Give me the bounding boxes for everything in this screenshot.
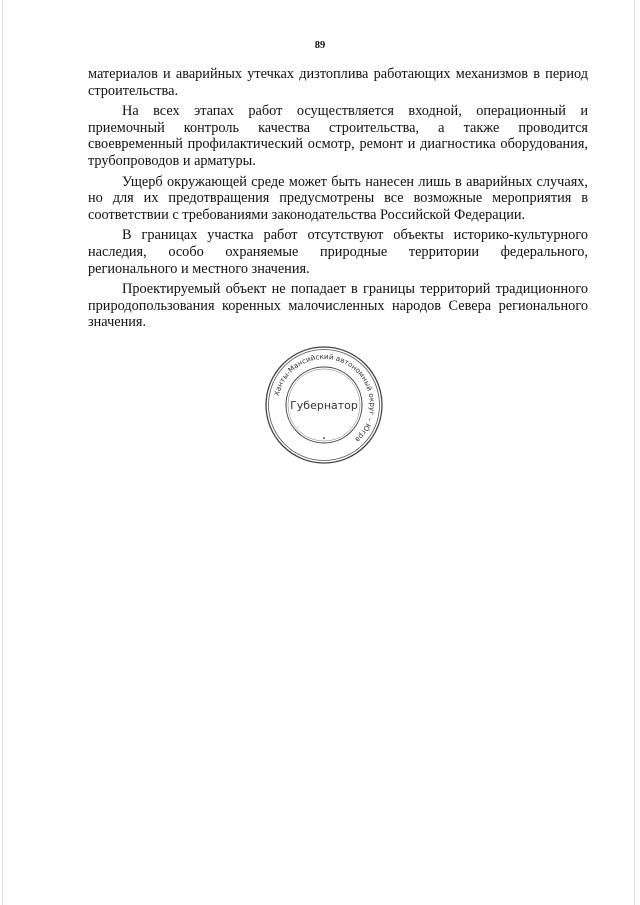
scan-edge-right	[634, 0, 635, 905]
paragraph-2: На всех этапах работ осуществляется входной, операционный и приемочный контроль качества строительства, а также проводится своевременный профилактический осмотр, ремонт и диагностика оборудования, трубопроводов и арматуры.	[88, 103, 588, 169]
page-number: 89	[314, 40, 326, 51]
paragraph-5: Проектируемый объект не попадает в границы территорий традиционного природопользования коренных малочисленных народов Севера регионального значения.	[88, 281, 588, 331]
official-seal	[262, 343, 386, 467]
document-body	[88, 66, 588, 335]
scan-edge-left	[2, 0, 3, 905]
paragraph-1: материалов и аварийных утечках дизтоплива работающих механизмов в период строительства.	[88, 66, 588, 99]
paragraph-3: Ущерб окружающей среде может быть нанесен лишь в аварийных случаях, но для их предотвращения предусмотрены все возможные мероприятия в соответствии с требованиями законодательства Российской Федерации.	[88, 173, 588, 223]
seal-ring-text: Ханты-Мансийский автономный округ – Югра	[271, 351, 378, 445]
seal-graphic	[262, 343, 386, 467]
seal-center-text: Губернатор	[290, 399, 358, 412]
paragraph-4: В границах участка работ отсутствуют объекты историко-культурного наследия, особо охраняемые природные территории федерального, регионального и местного значения.	[88, 227, 588, 277]
